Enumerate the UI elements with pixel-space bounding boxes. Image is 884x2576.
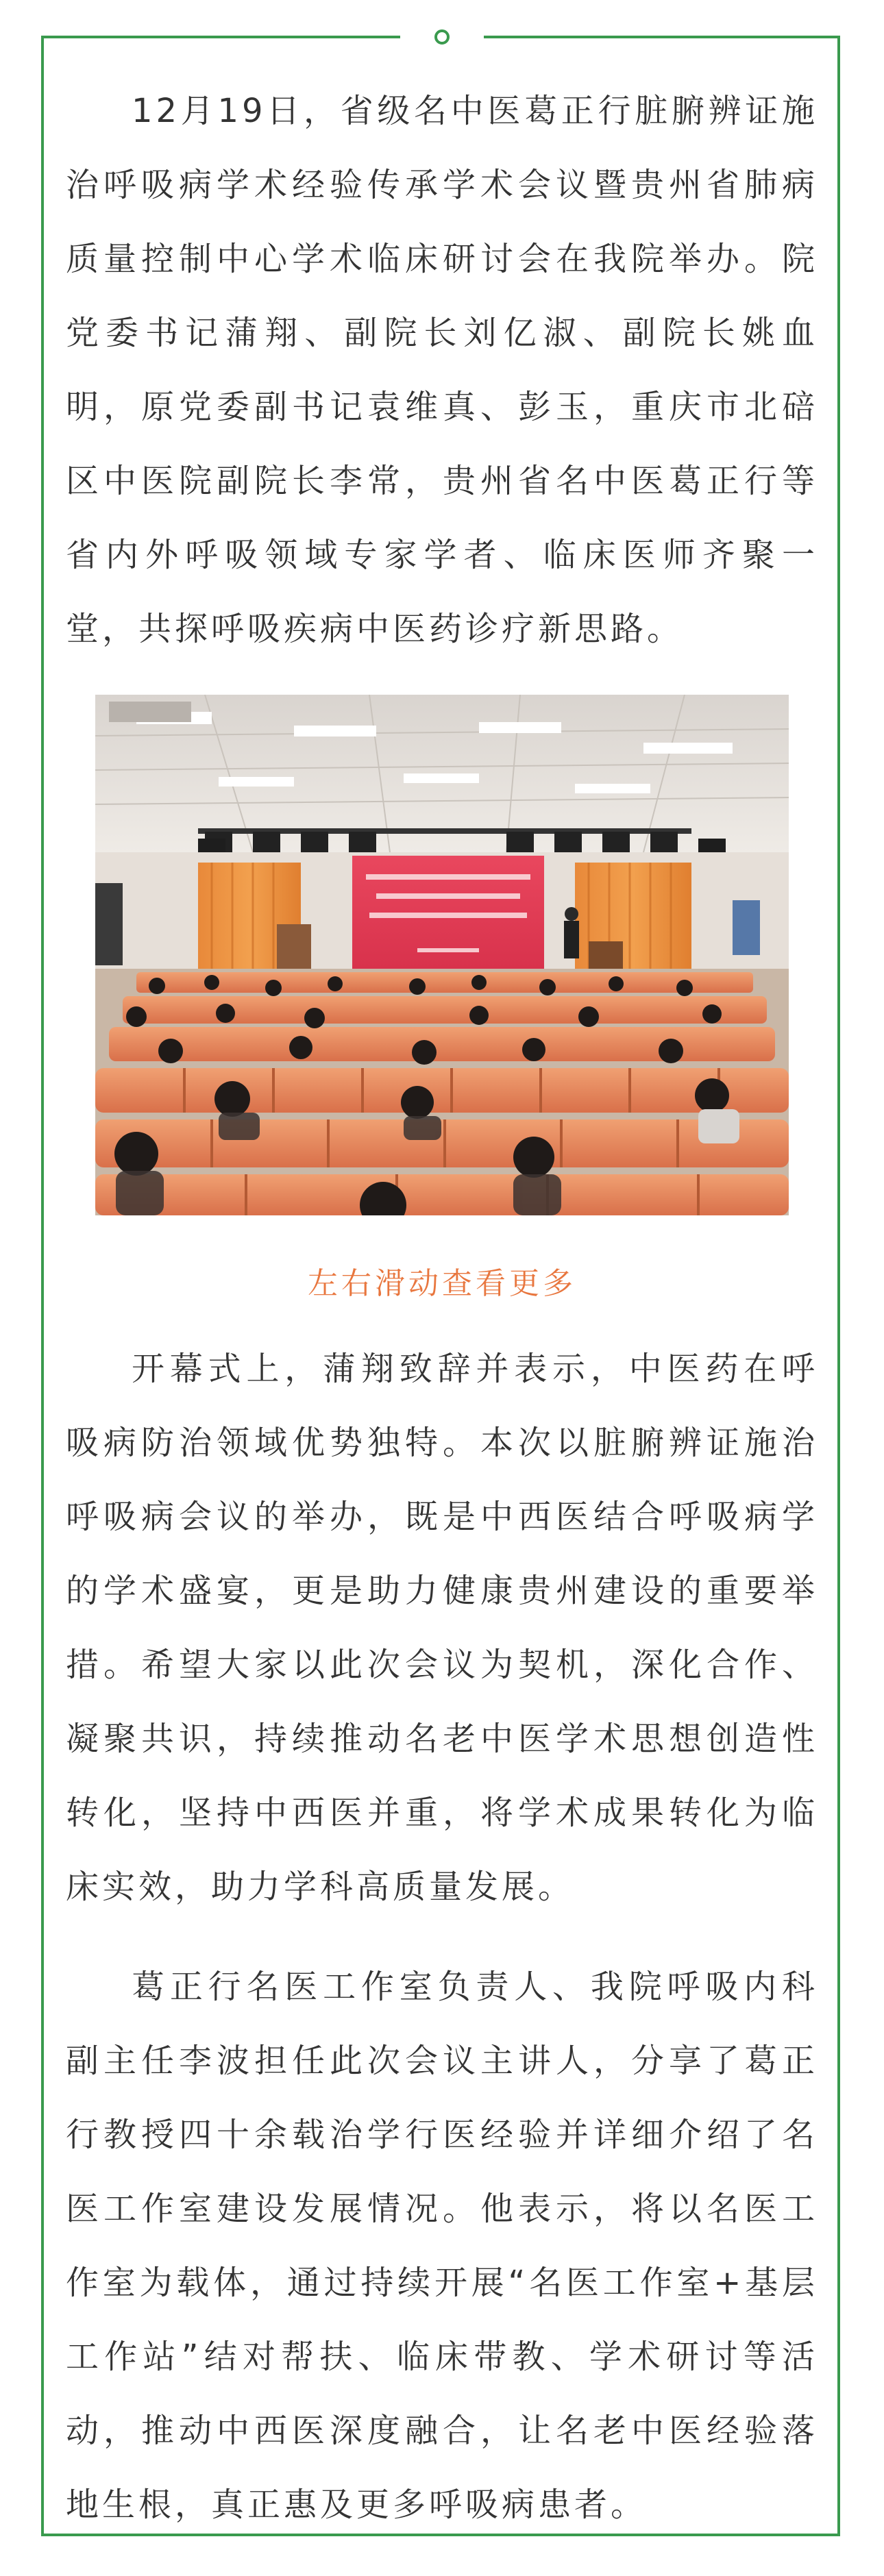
- swipe-hint: 左右滑动查看更多: [308, 1266, 576, 1301]
- paragraph-3: 葛正行名医工作室负责人、我院呼吸内科副主任李波担任此次会议主讲人，分享了葛正行教授四十余载治学行医经验并详细介绍了名医工作室建设发展情况。他表示，将以名医工作室为载体，通过持续开展“名医工作室+基层工作站”结对帮扶、临床带教、学术研讨等活动，推动中西医深度融合，让名老中医经验落地生根，真正惠及更多呼吸病患者。: [66, 1968, 818, 2524]
- paragraph-1: 12月19日，省级名中医葛正行脏腑辨证施治呼吸病学术经验传承学术会议暨贵州省肺病质量控制中心学术临床研讨会在我院举办。院党委书记蒲翔、副院长刘亿淑、副院长姚血明，原党委副书记袁维真、彭玉，重庆市北碚区中医院副院长李常，贵州省名中医葛正行等省内外呼吸领域专家学者、临床医师齐聚一堂，共探呼吸疾病中医药诊疗新思路。: [66, 92, 818, 648]
- paragraph-2: 开幕式上，蒲翔致辞并表示，中医药在呼吸病防治领域优势独特。本次以脏腑辨证施治呼吸病会议的举办，既是中西医结合呼吸病学的学术盛宴，更是助力健康贵州建设的重要举措。希望大家以此次会议为契机，深化合作、凝聚共识，持续推动名老中医学术思想创造性转化，坚持中西医并重，将学术成果转化为临床实效，助力学科高质量发展。: [66, 1350, 818, 1906]
- conference-photo-carousel[interactable]: [95, 695, 789, 1215]
- article-content: [66, 74, 818, 2542]
- conference-hall-photo: [95, 695, 789, 1215]
